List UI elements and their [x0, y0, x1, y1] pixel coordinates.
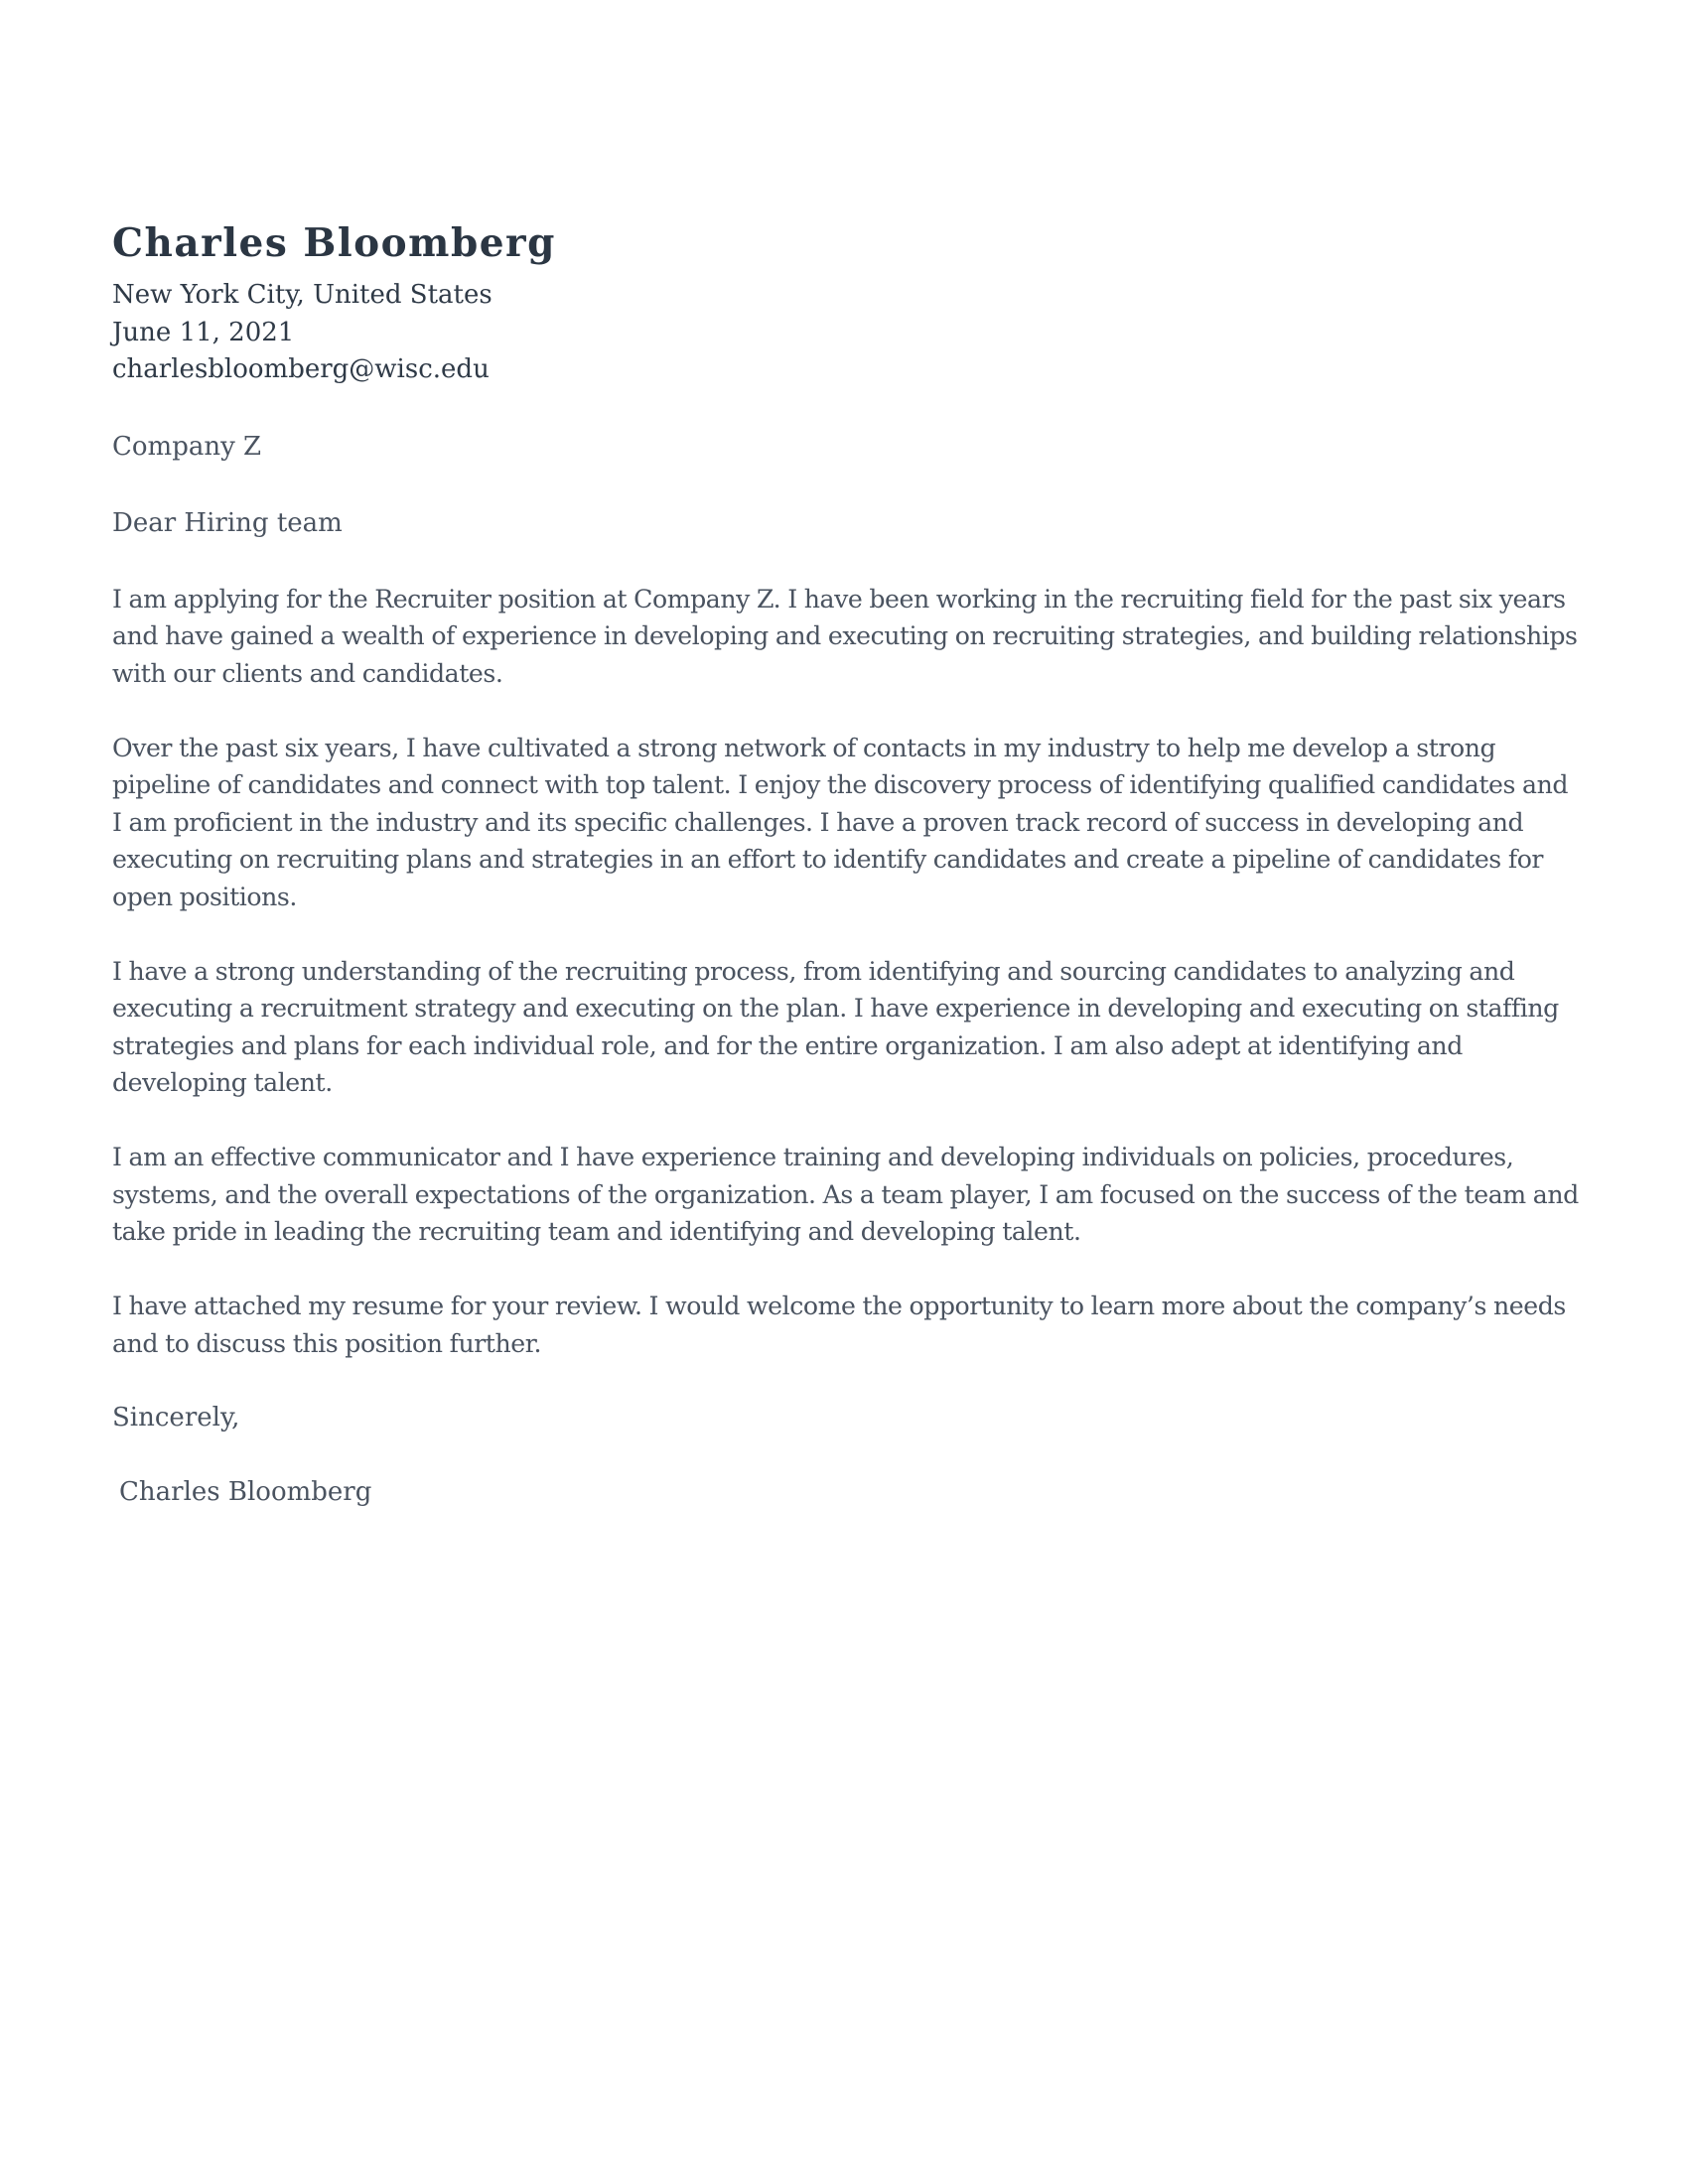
body-paragraph: I have a strong understanding of the recruiting process, from identifying and sourcing candidates to analyzing and executing a recruitment strategy and executing on the plan. I have experience in developing and executing on staffing strategies and plans for each individual role, and for the entire organization. I am also adept at identifying and developing talent. [112, 956, 1559, 1097]
sender-location: New York City, United States [112, 280, 492, 310]
letter-date: June 11, 2021 [112, 317, 295, 347]
body-paragraph: I am applying for the Recruiter position at Company Z. I have been working in the recruiting field for the past six years and have gained a wealth of experience in developing and executing on recruiting strategies, and building relationships with our clients and candidates. [112, 584, 1578, 688]
recipient-company: Company Z [112, 431, 262, 462]
sender-email: charlesbloomberg@wisc.edu [112, 354, 490, 384]
salutation: Dear Hiring team [112, 508, 343, 538]
sender-name: Charles Bloomberg [112, 220, 556, 266]
contact-block [112, 277, 1576, 389]
body-paragraph: I have attached my resume for your review. I would welcome the opportunity to learn more about the company’s needs and to discuss this position further. [112, 1292, 1566, 1358]
closing: Sincerely, [112, 1402, 240, 1433]
body-paragraph: Over the past six years, I have cultivated a strong network of contacts in my industry to help me develop a strong pipeline of candidates and connect with top talent. I enjoy the discovery process of identifying qualified candidates and I am proficient in the industry and its specific challenges. I have a proven track record of success in developing and executing on recruiting plans and strategies in an effort to identify candidates and create a pipeline of candidates for open positions. [112, 733, 1569, 911]
body-paragraph: I am an effective communicator and I have experience training and developing individuals on policies, procedures, systems, and the overall expectations of the organization. As a team player, I am focused on the success of the team and take pride in leading the recruiting team and identifying and developing talent. [112, 1143, 1579, 1246]
letter-body [112, 581, 1582, 1363]
signature-name: Charles Bloomberg [119, 1476, 372, 1507]
